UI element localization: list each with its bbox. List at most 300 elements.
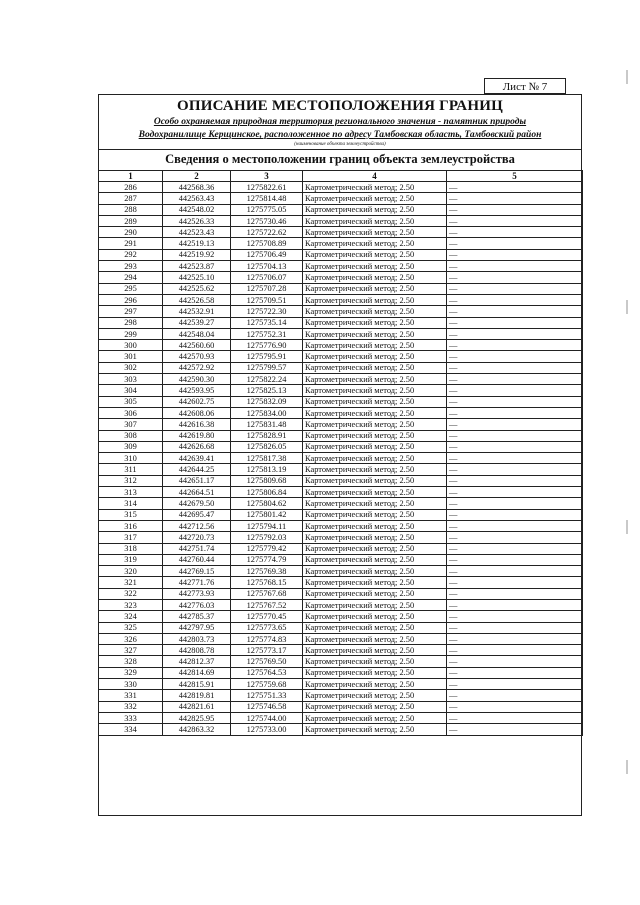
description-cell: — bbox=[447, 385, 583, 396]
table-row bbox=[99, 272, 583, 283]
table-row bbox=[99, 498, 583, 509]
y-coordinate-cell: 1275795.91 bbox=[231, 351, 303, 362]
x-coordinate-cell: 442570.93 bbox=[163, 351, 231, 362]
x-coordinate-cell: 442760.44 bbox=[163, 554, 231, 565]
x-coordinate-cell: 442590.30 bbox=[163, 374, 231, 385]
x-coordinate-cell: 442776.03 bbox=[163, 599, 231, 610]
y-coordinate-cell: 1275770.45 bbox=[231, 611, 303, 622]
point-number-cell: 310 bbox=[99, 453, 163, 464]
method-cell: Картометрический метод; 2.50 bbox=[303, 453, 447, 464]
y-coordinate-cell: 1275752.31 bbox=[231, 328, 303, 339]
description-cell: — bbox=[447, 317, 583, 328]
method-cell: Картометрический метод; 2.50 bbox=[303, 566, 447, 577]
method-cell: Картометрический метод; 2.50 bbox=[303, 656, 447, 667]
y-coordinate-cell: 1275834.00 bbox=[231, 407, 303, 418]
description-cell: — bbox=[447, 588, 583, 599]
description-cell: — bbox=[447, 577, 583, 588]
point-number-cell: 301 bbox=[99, 351, 163, 362]
point-number-cell: 287 bbox=[99, 193, 163, 204]
description-cell: — bbox=[447, 328, 583, 339]
y-coordinate-cell: 1275759.68 bbox=[231, 679, 303, 690]
method-cell: Картометрический метод; 2.50 bbox=[303, 633, 447, 644]
y-coordinate-cell: 1275817.38 bbox=[231, 453, 303, 464]
table-row bbox=[99, 712, 583, 723]
method-cell: Картометрический метод; 2.50 bbox=[303, 340, 447, 351]
table-row bbox=[99, 532, 583, 543]
x-coordinate-cell: 442712.56 bbox=[163, 520, 231, 531]
object-description-line-2: Водохранилище Керщинское, расположенное по адресу Тамбовская область, Тамбовский район bbox=[138, 130, 542, 140]
point-number-cell: 290 bbox=[99, 227, 163, 238]
point-number-cell: 307 bbox=[99, 419, 163, 430]
method-cell: Картометрический метод; 2.50 bbox=[303, 690, 447, 701]
x-coordinate-cell: 442616.38 bbox=[163, 419, 231, 430]
method-cell: Картометрический метод; 2.50 bbox=[303, 441, 447, 452]
point-number-cell: 312 bbox=[99, 475, 163, 486]
description-cell: — bbox=[447, 182, 583, 193]
section-title: Сведения о местоположении границ объекта землеустройства bbox=[165, 152, 515, 166]
point-number-cell: 316 bbox=[99, 520, 163, 531]
x-coordinate-cell: 442523.43 bbox=[163, 227, 231, 238]
x-coordinate-cell: 442519.13 bbox=[163, 238, 231, 249]
table-row bbox=[99, 340, 583, 351]
table-row bbox=[99, 419, 583, 430]
table-row bbox=[99, 487, 583, 498]
table-row bbox=[99, 633, 583, 644]
x-coordinate-cell: 442548.04 bbox=[163, 328, 231, 339]
description-cell: — bbox=[447, 498, 583, 509]
point-number-cell: 299 bbox=[99, 328, 163, 339]
table-row bbox=[99, 453, 583, 464]
method-cell: Картометрический метод; 2.50 bbox=[303, 351, 447, 362]
method-cell: Картометрический метод; 2.50 bbox=[303, 362, 447, 373]
table-row bbox=[99, 362, 583, 373]
method-cell: Картометрический метод; 2.50 bbox=[303, 283, 447, 294]
y-coordinate-cell: 1275768.15 bbox=[231, 577, 303, 588]
description-cell: — bbox=[447, 520, 583, 531]
point-number-cell: 308 bbox=[99, 430, 163, 441]
method-cell: Картометрический метод; 2.50 bbox=[303, 577, 447, 588]
x-coordinate-cell: 442523.87 bbox=[163, 261, 231, 272]
description-cell: — bbox=[447, 294, 583, 305]
description-cell: — bbox=[447, 712, 583, 723]
table-row bbox=[99, 622, 583, 633]
y-coordinate-cell: 1275709.51 bbox=[231, 294, 303, 305]
description-cell: — bbox=[447, 724, 583, 735]
point-number-cell: 291 bbox=[99, 238, 163, 249]
description-cell: — bbox=[447, 215, 583, 226]
method-cell: Картометрический метод; 2.50 bbox=[303, 509, 447, 520]
table-row bbox=[99, 374, 583, 385]
description-cell: — bbox=[447, 283, 583, 294]
description-cell: — bbox=[447, 690, 583, 701]
table-row bbox=[99, 204, 583, 215]
document-frame bbox=[98, 94, 582, 816]
point-number-cell: 331 bbox=[99, 690, 163, 701]
y-coordinate-cell: 1275826.05 bbox=[231, 441, 303, 452]
method-cell: Картометрический метод; 2.50 bbox=[303, 328, 447, 339]
table-row bbox=[99, 520, 583, 531]
x-coordinate-cell: 442651.17 bbox=[163, 475, 231, 486]
y-coordinate-cell: 1275746.58 bbox=[231, 701, 303, 712]
description-cell: — bbox=[447, 261, 583, 272]
table-header-row bbox=[99, 171, 583, 182]
y-coordinate-cell: 1275722.62 bbox=[231, 227, 303, 238]
y-coordinate-cell: 1275775.05 bbox=[231, 204, 303, 215]
table-row bbox=[99, 215, 583, 226]
x-coordinate-cell: 442626.68 bbox=[163, 441, 231, 452]
y-coordinate-cell: 1275799.57 bbox=[231, 362, 303, 373]
method-cell: Картометрический метод; 2.50 bbox=[303, 645, 447, 656]
method-cell: Картометрический метод; 2.50 bbox=[303, 724, 447, 735]
description-cell: — bbox=[447, 566, 583, 577]
point-number-cell: 286 bbox=[99, 182, 163, 193]
x-coordinate-cell: 442644.25 bbox=[163, 464, 231, 475]
y-coordinate-cell: 1275825.13 bbox=[231, 385, 303, 396]
method-cell: Картометрический метод; 2.50 bbox=[303, 475, 447, 486]
description-cell: — bbox=[447, 679, 583, 690]
x-coordinate-cell: 442602.75 bbox=[163, 396, 231, 407]
point-number-cell: 302 bbox=[99, 362, 163, 373]
point-number-cell: 294 bbox=[99, 272, 163, 283]
table-row bbox=[99, 464, 583, 475]
method-cell: Картометрический метод; 2.50 bbox=[303, 261, 447, 272]
point-number-cell: 325 bbox=[99, 622, 163, 633]
description-cell: — bbox=[447, 441, 583, 452]
table-row bbox=[99, 238, 583, 249]
object-caption: (наименование объекта землеустройства) bbox=[294, 142, 386, 147]
table-row bbox=[99, 554, 583, 565]
table-row bbox=[99, 227, 583, 238]
point-number-cell: 322 bbox=[99, 588, 163, 599]
table-row bbox=[99, 407, 583, 418]
table-row bbox=[99, 690, 583, 701]
point-number-cell: 327 bbox=[99, 645, 163, 656]
x-coordinate-cell: 442593.95 bbox=[163, 385, 231, 396]
description-cell: — bbox=[447, 249, 583, 260]
y-coordinate-cell: 1275794.11 bbox=[231, 520, 303, 531]
y-coordinate-cell: 1275779.42 bbox=[231, 543, 303, 554]
table-row bbox=[99, 317, 583, 328]
method-cell: Картометрический метод; 2.50 bbox=[303, 622, 447, 633]
table-row bbox=[99, 701, 583, 712]
x-coordinate-cell: 442572.92 bbox=[163, 362, 231, 373]
table-row bbox=[99, 261, 583, 272]
y-coordinate-cell: 1275831.48 bbox=[231, 419, 303, 430]
description-cell: — bbox=[447, 611, 583, 622]
table-row bbox=[99, 193, 583, 204]
y-coordinate-cell: 1275809.68 bbox=[231, 475, 303, 486]
table-row bbox=[99, 385, 583, 396]
description-cell: — bbox=[447, 633, 583, 644]
method-cell: Картометрический метод; 2.50 bbox=[303, 667, 447, 678]
point-number-cell: 304 bbox=[99, 385, 163, 396]
point-number-cell: 305 bbox=[99, 396, 163, 407]
y-coordinate-cell: 1275832.09 bbox=[231, 396, 303, 407]
object-description-line-1: Особо охраняемая природная территория регионального значения - памятник природы bbox=[153, 117, 527, 127]
method-cell: Картометрический метод; 2.50 bbox=[303, 430, 447, 441]
x-coordinate-cell: 442608.06 bbox=[163, 407, 231, 418]
x-coordinate-cell: 442679.50 bbox=[163, 498, 231, 509]
document-title: ОПИСАНИЕ МЕСТОПОЛОЖЕНИЯ ГРАНИЦ bbox=[177, 98, 503, 114]
method-cell: Картометрический метод; 2.50 bbox=[303, 227, 447, 238]
y-coordinate-cell: 1275769.50 bbox=[231, 656, 303, 667]
description-cell: — bbox=[447, 419, 583, 430]
column-header-3: 3 bbox=[231, 171, 303, 182]
description-cell: — bbox=[447, 475, 583, 486]
point-number-cell: 326 bbox=[99, 633, 163, 644]
method-cell: Картометрический метод; 2.50 bbox=[303, 679, 447, 690]
method-cell: Картометрический метод; 2.50 bbox=[303, 306, 447, 317]
point-number-cell: 303 bbox=[99, 374, 163, 385]
scan-edge-mark bbox=[626, 760, 628, 774]
method-cell: Картометрический метод; 2.50 bbox=[303, 554, 447, 565]
table-row bbox=[99, 543, 583, 554]
method-cell: Картометрический метод; 2.50 bbox=[303, 204, 447, 215]
description-cell: — bbox=[447, 204, 583, 215]
y-coordinate-cell: 1275814.48 bbox=[231, 193, 303, 204]
point-number-cell: 328 bbox=[99, 656, 163, 667]
table-row bbox=[99, 656, 583, 667]
method-cell: Картометрический метод; 2.50 bbox=[303, 374, 447, 385]
method-cell: Картометрический метод; 2.50 bbox=[303, 464, 447, 475]
point-number-cell: 324 bbox=[99, 611, 163, 622]
method-cell: Картометрический метод; 2.50 bbox=[303, 487, 447, 498]
y-coordinate-cell: 1275822.61 bbox=[231, 182, 303, 193]
point-number-cell: 300 bbox=[99, 340, 163, 351]
method-cell: Картометрический метод; 2.50 bbox=[303, 611, 447, 622]
point-number-cell: 296 bbox=[99, 294, 163, 305]
description-cell: — bbox=[447, 532, 583, 543]
x-coordinate-cell: 442863.32 bbox=[163, 724, 231, 735]
description-cell: — bbox=[447, 227, 583, 238]
y-coordinate-cell: 1275706.07 bbox=[231, 272, 303, 283]
x-coordinate-cell: 442639.41 bbox=[163, 453, 231, 464]
point-number-cell: 329 bbox=[99, 667, 163, 678]
method-cell: Картометрический метод; 2.50 bbox=[303, 712, 447, 723]
y-coordinate-cell: 1275767.52 bbox=[231, 599, 303, 610]
method-cell: Картометрический метод; 2.50 bbox=[303, 317, 447, 328]
y-coordinate-cell: 1275704.13 bbox=[231, 261, 303, 272]
point-number-cell: 288 bbox=[99, 204, 163, 215]
y-coordinate-cell: 1275706.49 bbox=[231, 249, 303, 260]
y-coordinate-cell: 1275774.79 bbox=[231, 554, 303, 565]
y-coordinate-cell: 1275774.83 bbox=[231, 633, 303, 644]
method-cell: Картометрический метод; 2.50 bbox=[303, 701, 447, 712]
method-cell: Картометрический метод; 2.50 bbox=[303, 249, 447, 260]
description-cell: — bbox=[447, 554, 583, 565]
description-cell: — bbox=[447, 464, 583, 475]
y-coordinate-cell: 1275764.53 bbox=[231, 667, 303, 678]
description-cell: — bbox=[447, 407, 583, 418]
y-coordinate-cell: 1275822.24 bbox=[231, 374, 303, 385]
y-coordinate-cell: 1275708.89 bbox=[231, 238, 303, 249]
point-number-cell: 320 bbox=[99, 566, 163, 577]
coordinates-table bbox=[98, 170, 583, 736]
x-coordinate-cell: 442560.60 bbox=[163, 340, 231, 351]
y-coordinate-cell: 1275804.62 bbox=[231, 498, 303, 509]
point-number-cell: 314 bbox=[99, 498, 163, 509]
x-coordinate-cell: 442695.47 bbox=[163, 509, 231, 520]
method-cell: Картометрический метод; 2.50 bbox=[303, 532, 447, 543]
table-row bbox=[99, 396, 583, 407]
table-row bbox=[99, 611, 583, 622]
table-row bbox=[99, 430, 583, 441]
method-cell: Картометрический метод; 2.50 bbox=[303, 419, 447, 430]
point-number-cell: 333 bbox=[99, 712, 163, 723]
section-divider bbox=[99, 149, 581, 150]
method-cell: Картометрический метод; 2.50 bbox=[303, 599, 447, 610]
point-number-cell: 334 bbox=[99, 724, 163, 735]
description-cell: — bbox=[447, 487, 583, 498]
y-coordinate-cell: 1275730.46 bbox=[231, 215, 303, 226]
point-number-cell: 315 bbox=[99, 509, 163, 520]
description-cell: — bbox=[447, 396, 583, 407]
description-cell: — bbox=[447, 193, 583, 204]
description-cell: — bbox=[447, 667, 583, 678]
y-coordinate-cell: 1275776.90 bbox=[231, 340, 303, 351]
point-number-cell: 318 bbox=[99, 543, 163, 554]
x-coordinate-cell: 442819.81 bbox=[163, 690, 231, 701]
point-number-cell: 317 bbox=[99, 532, 163, 543]
table-row bbox=[99, 328, 583, 339]
y-coordinate-cell: 1275801.42 bbox=[231, 509, 303, 520]
y-coordinate-cell: 1275722.30 bbox=[231, 306, 303, 317]
description-cell: — bbox=[447, 351, 583, 362]
description-cell: — bbox=[447, 645, 583, 656]
y-coordinate-cell: 1275744.00 bbox=[231, 712, 303, 723]
description-cell: — bbox=[447, 374, 583, 385]
point-number-cell: 330 bbox=[99, 679, 163, 690]
x-coordinate-cell: 442825.95 bbox=[163, 712, 231, 723]
x-coordinate-cell: 442539.27 bbox=[163, 317, 231, 328]
y-coordinate-cell: 1275767.68 bbox=[231, 588, 303, 599]
point-number-cell: 309 bbox=[99, 441, 163, 452]
description-cell: — bbox=[447, 509, 583, 520]
point-number-cell: 306 bbox=[99, 407, 163, 418]
y-coordinate-cell: 1275806.84 bbox=[231, 487, 303, 498]
description-cell: — bbox=[447, 306, 583, 317]
y-coordinate-cell: 1275813.19 bbox=[231, 464, 303, 475]
sheet-number-label: Лист № 7 bbox=[484, 78, 566, 94]
point-number-cell: 298 bbox=[99, 317, 163, 328]
table-row bbox=[99, 249, 583, 260]
table-row bbox=[99, 475, 583, 486]
point-number-cell: 297 bbox=[99, 306, 163, 317]
x-coordinate-cell: 442526.33 bbox=[163, 215, 231, 226]
x-coordinate-cell: 442808.78 bbox=[163, 645, 231, 656]
x-coordinate-cell: 442773.93 bbox=[163, 588, 231, 599]
table-row bbox=[99, 667, 583, 678]
table-row bbox=[99, 645, 583, 656]
table-row bbox=[99, 509, 583, 520]
column-header-2: 2 bbox=[163, 171, 231, 182]
point-number-cell: 292 bbox=[99, 249, 163, 260]
method-cell: Картометрический метод; 2.50 bbox=[303, 215, 447, 226]
x-coordinate-cell: 442563.43 bbox=[163, 193, 231, 204]
x-coordinate-cell: 442797.95 bbox=[163, 622, 231, 633]
x-coordinate-cell: 442771.76 bbox=[163, 577, 231, 588]
table-row bbox=[99, 724, 583, 735]
point-number-cell: 323 bbox=[99, 599, 163, 610]
method-cell: Картометрический метод; 2.50 bbox=[303, 498, 447, 509]
method-cell: Картометрический метод; 2.50 bbox=[303, 543, 447, 554]
description-cell: — bbox=[447, 340, 583, 351]
table-row bbox=[99, 588, 583, 599]
y-coordinate-cell: 1275828.91 bbox=[231, 430, 303, 441]
method-cell: Картометрический метод; 2.50 bbox=[303, 588, 447, 599]
x-coordinate-cell: 442769.15 bbox=[163, 566, 231, 577]
table-row bbox=[99, 306, 583, 317]
y-coordinate-cell: 1275773.65 bbox=[231, 622, 303, 633]
y-coordinate-cell: 1275707.28 bbox=[231, 283, 303, 294]
table-row bbox=[99, 679, 583, 690]
x-coordinate-cell: 442720.73 bbox=[163, 532, 231, 543]
scan-edge-mark bbox=[626, 300, 628, 314]
y-coordinate-cell: 1275769.38 bbox=[231, 566, 303, 577]
x-coordinate-cell: 442548.02 bbox=[163, 204, 231, 215]
y-coordinate-cell: 1275735.14 bbox=[231, 317, 303, 328]
x-coordinate-cell: 442532.91 bbox=[163, 306, 231, 317]
method-cell: Картометрический метод; 2.50 bbox=[303, 396, 447, 407]
table-row bbox=[99, 441, 583, 452]
column-header-1: 1 bbox=[99, 171, 163, 182]
x-coordinate-cell: 442812.37 bbox=[163, 656, 231, 667]
point-number-cell: 295 bbox=[99, 283, 163, 294]
x-coordinate-cell: 442751.74 bbox=[163, 543, 231, 554]
x-coordinate-cell: 442785.37 bbox=[163, 611, 231, 622]
x-coordinate-cell: 442525.10 bbox=[163, 272, 231, 283]
column-header-4: 4 bbox=[303, 171, 447, 182]
scan-edge-mark bbox=[626, 70, 628, 84]
description-cell: — bbox=[447, 430, 583, 441]
y-coordinate-cell: 1275792.03 bbox=[231, 532, 303, 543]
table-row bbox=[99, 599, 583, 610]
table-row bbox=[99, 351, 583, 362]
method-cell: Картометрический метод; 2.50 bbox=[303, 294, 447, 305]
method-cell: Картометрический метод; 2.50 bbox=[303, 385, 447, 396]
table-row bbox=[99, 182, 583, 193]
x-coordinate-cell: 442803.73 bbox=[163, 633, 231, 644]
table-row bbox=[99, 577, 583, 588]
table-row bbox=[99, 283, 583, 294]
point-number-cell: 289 bbox=[99, 215, 163, 226]
scan-edge-mark bbox=[626, 520, 628, 534]
description-cell: — bbox=[447, 272, 583, 283]
method-cell: Картометрический метод; 2.50 bbox=[303, 193, 447, 204]
point-number-cell: 332 bbox=[99, 701, 163, 712]
description-cell: — bbox=[447, 599, 583, 610]
x-coordinate-cell: 442568.36 bbox=[163, 182, 231, 193]
description-cell: — bbox=[447, 701, 583, 712]
point-number-cell: 321 bbox=[99, 577, 163, 588]
x-coordinate-cell: 442814.69 bbox=[163, 667, 231, 678]
x-coordinate-cell: 442664.51 bbox=[163, 487, 231, 498]
y-coordinate-cell: 1275733.00 bbox=[231, 724, 303, 735]
table-row bbox=[99, 294, 583, 305]
method-cell: Картометрический метод; 2.50 bbox=[303, 272, 447, 283]
description-cell: — bbox=[447, 656, 583, 667]
method-cell: Картометрический метод; 2.50 bbox=[303, 520, 447, 531]
y-coordinate-cell: 1275751.33 bbox=[231, 690, 303, 701]
x-coordinate-cell: 442525.62 bbox=[163, 283, 231, 294]
description-cell: — bbox=[447, 622, 583, 633]
method-cell: Картометрический метод; 2.50 bbox=[303, 407, 447, 418]
x-coordinate-cell: 442519.92 bbox=[163, 249, 231, 260]
description-cell: — bbox=[447, 238, 583, 249]
table-row bbox=[99, 566, 583, 577]
point-number-cell: 313 bbox=[99, 487, 163, 498]
description-cell: — bbox=[447, 362, 583, 373]
